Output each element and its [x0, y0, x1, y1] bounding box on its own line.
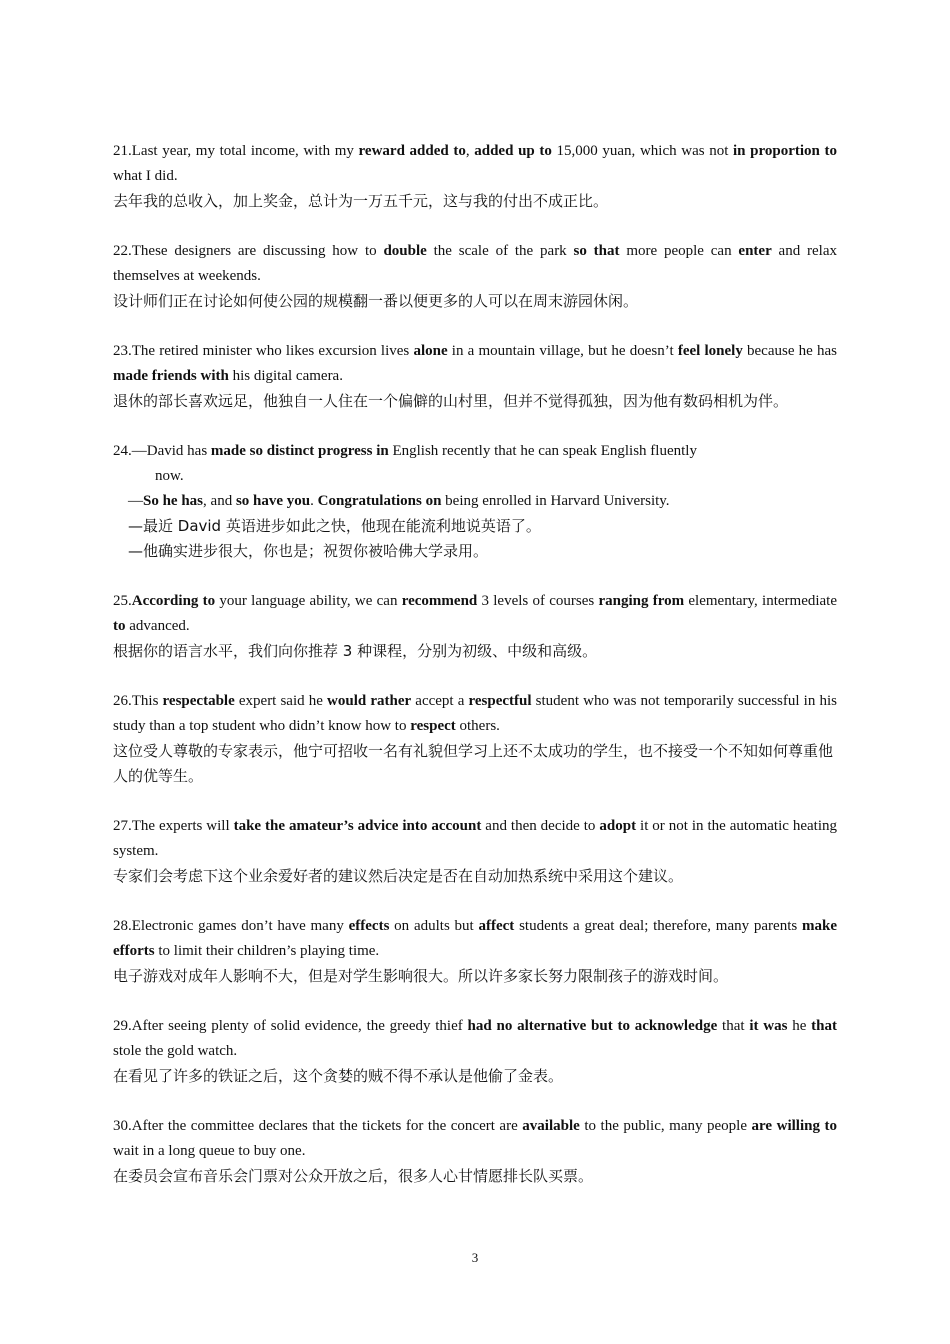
sentence-item-26 — [113, 689, 837, 789]
chinese-translation: 在委员会宣布音乐会门票对公众开放之后，很多人心甘情愿排长队买票。 — [113, 1167, 594, 1185]
bold-phrase: take the amateur’s advice into account — [233, 818, 482, 834]
sentence-item-22 — [113, 239, 837, 314]
bold-phrase: made friends with — [113, 368, 229, 384]
sentence-item-25 — [113, 589, 837, 664]
text-run: your language ability, we can — [215, 593, 402, 609]
bold-phrase: that — [811, 1018, 837, 1034]
english-sentence — [113, 689, 837, 739]
bold-phrase: affect — [478, 918, 515, 934]
text-run: 24.—David has — [113, 443, 211, 459]
page-number: 3 — [471, 1250, 479, 1265]
chinese-translation: 设计师们正在讨论如何使公园的规模翻一番以便更多的人可以在周末游园休闲。 — [113, 292, 639, 310]
bold-phrase: to — [113, 618, 126, 634]
sentence-list — [113, 139, 837, 1214]
bold-phrase: made so distinct progress in — [210, 443, 389, 459]
sentence-item-29 — [113, 1014, 837, 1089]
text-run: he — [787, 1018, 812, 1034]
chinese-translation: 在看见了许多的铁证之后，这个贪婪的贼不得不承认是他偷了金表。 — [113, 1067, 564, 1085]
bold-phrase: respectable — [162, 693, 235, 709]
bold-phrase: available — [522, 1118, 580, 1134]
text-run: to the public, many people — [579, 1118, 752, 1134]
sentence-item-28 — [113, 914, 837, 989]
text-run: the scale of the park — [426, 243, 574, 259]
text-run: 15,000 yuan, which was not — [551, 143, 733, 159]
text-run: stole the gold watch. — [113, 1043, 238, 1059]
english-sentence — [113, 1014, 837, 1064]
bold-phrase: According to — [131, 593, 216, 609]
bold-phrase: added up to — [474, 143, 552, 159]
sentence-item-24 — [113, 439, 837, 564]
sentence-item-27 — [113, 814, 837, 889]
dialog-line-1 — [113, 439, 837, 464]
text-run: that — [717, 1018, 750, 1034]
text-run: others. — [455, 718, 500, 734]
bold-phrase: effects — [348, 918, 390, 934]
dialog-line-2 — [113, 489, 837, 514]
text-run: and then decide to — [481, 818, 600, 834]
text-run: 21.Last year, my total income, with my — [113, 143, 359, 159]
text-run: — — [128, 493, 143, 509]
text-run: 26.This — [113, 693, 163, 709]
bold-phrase: would rather — [327, 693, 412, 709]
bold-phrase: recommend — [401, 593, 478, 609]
english-sentence — [113, 1114, 837, 1164]
text-run: and relax themselves at weekends. — [113, 243, 838, 284]
text-run: because he has — [742, 343, 838, 359]
text-run: it or not in the automatic heating system. — [113, 818, 838, 859]
text-run: 23.The retired minister who likes excursion lives — [113, 343, 414, 359]
bold-phrase: reward added to — [358, 143, 466, 159]
text-run: to limit their children’s playing time. — [154, 943, 380, 959]
text-run: in a mountain village, but he doesn’t — [447, 343, 678, 359]
dialog-translation-1: —最近 David 英语进步如此之快，他现在能流利地说英语了。 — [128, 517, 541, 535]
text-run: expert said he — [234, 693, 328, 709]
text-run: 28.Electronic games don’t have many — [113, 918, 349, 934]
bold-phrase: enter — [738, 243, 772, 259]
text-run: more people can — [619, 243, 739, 259]
dialog-line-1-continued: now. — [155, 468, 184, 484]
text-run: his digital camera. — [228, 368, 343, 384]
text-run: what I did. — [113, 168, 178, 184]
text-run: 27.The experts will — [113, 818, 234, 834]
english-sentence — [113, 589, 837, 639]
text-run: students a great deal; therefore, many parents — [514, 918, 802, 934]
dialog-translation-2: —他确实进步很大，你也是；祝贺你被哈佛大学录用。 — [128, 542, 489, 560]
bold-phrase: ranging from — [598, 593, 685, 609]
sentence-item-23 — [113, 339, 837, 414]
bold-phrase: So he has — [143, 493, 204, 509]
chinese-translation: 根据你的语言水平，我们向你推荐 3 种课程，分别为初级、中级和高级。 — [113, 642, 598, 660]
bold-phrase: Congratulations on — [317, 493, 442, 509]
text-run: accept a — [411, 693, 469, 709]
english-sentence — [113, 914, 837, 964]
bold-phrase: respect — [410, 718, 456, 734]
text-run: 30.After the committee declares that the tickets for the concert are — [113, 1118, 523, 1134]
bold-phrase: so have you — [235, 493, 311, 509]
text-run: 22.These designers are discussing how to — [113, 243, 384, 259]
bold-phrase: feel lonely — [677, 343, 743, 359]
bold-phrase: it was — [749, 1018, 788, 1034]
text-run: on adults but — [389, 918, 479, 934]
text-run: 29.After seeing plenty of solid evidence, the greedy thief — [113, 1018, 468, 1034]
bold-phrase: so that — [573, 243, 620, 259]
text-run: , — [465, 143, 475, 159]
chinese-translation: 专家们会考虑下这个业余爱好者的建议然后决定是否在自动加热系统中采用这个建议。 — [113, 867, 684, 885]
chinese-translation: 这位受人尊敬的专家表示，他宁可招收一名有礼貌但学习上还不太成功的学生，也不接受一个不知如何尊重他人的优等生。 — [113, 742, 834, 785]
english-sentence — [113, 339, 837, 389]
bold-phrase: had no alternative but to acknowledge — [467, 1018, 718, 1034]
english-sentence — [113, 239, 837, 289]
text-run: 25. — [113, 593, 132, 609]
chinese-translation: 去年我的总收入，加上奖金，总计为一万五千元，这与我的付出不成正比。 — [113, 192, 609, 210]
text-run: wait in a long queue to buy one. — [113, 1143, 306, 1159]
text-run: 3 levels of courses — [477, 593, 599, 609]
text-run: , and — [203, 493, 236, 509]
text-run: advanced. — [125, 618, 190, 634]
sentence-item-30 — [113, 1114, 837, 1189]
english-sentence — [113, 814, 837, 864]
english-sentence — [113, 139, 837, 189]
bold-phrase: make efforts — [113, 918, 837, 959]
bold-phrase: in proportion to — [733, 143, 838, 159]
bold-phrase: alone — [413, 343, 448, 359]
chinese-translation: 退休的部长喜欢远足，他独自一人住在一个偏僻的山村里，但并不觉得孤独，因为他有数码相机为伴。 — [113, 392, 789, 410]
text-run: . — [310, 493, 318, 509]
text-run: English recently that he can speak English fluently — [388, 443, 697, 459]
chinese-translation: 电子游戏对成年人影响不大，但是对学生影响很大。所以许多家长努力限制孩子的游戏时间。 — [113, 967, 729, 985]
text-run: elementary, intermediate — [684, 593, 838, 609]
text-run: student who was not temporarily successful in his study than a top student who didn’t know how to — [113, 693, 837, 734]
bold-phrase: respectful — [468, 693, 532, 709]
bold-phrase: double — [383, 243, 427, 259]
text-run: being enrolled in Harvard University. — [441, 493, 670, 509]
sentence-item-21 — [113, 139, 837, 214]
bold-phrase: adopt — [599, 818, 637, 834]
bold-phrase: are willing to — [751, 1118, 837, 1134]
